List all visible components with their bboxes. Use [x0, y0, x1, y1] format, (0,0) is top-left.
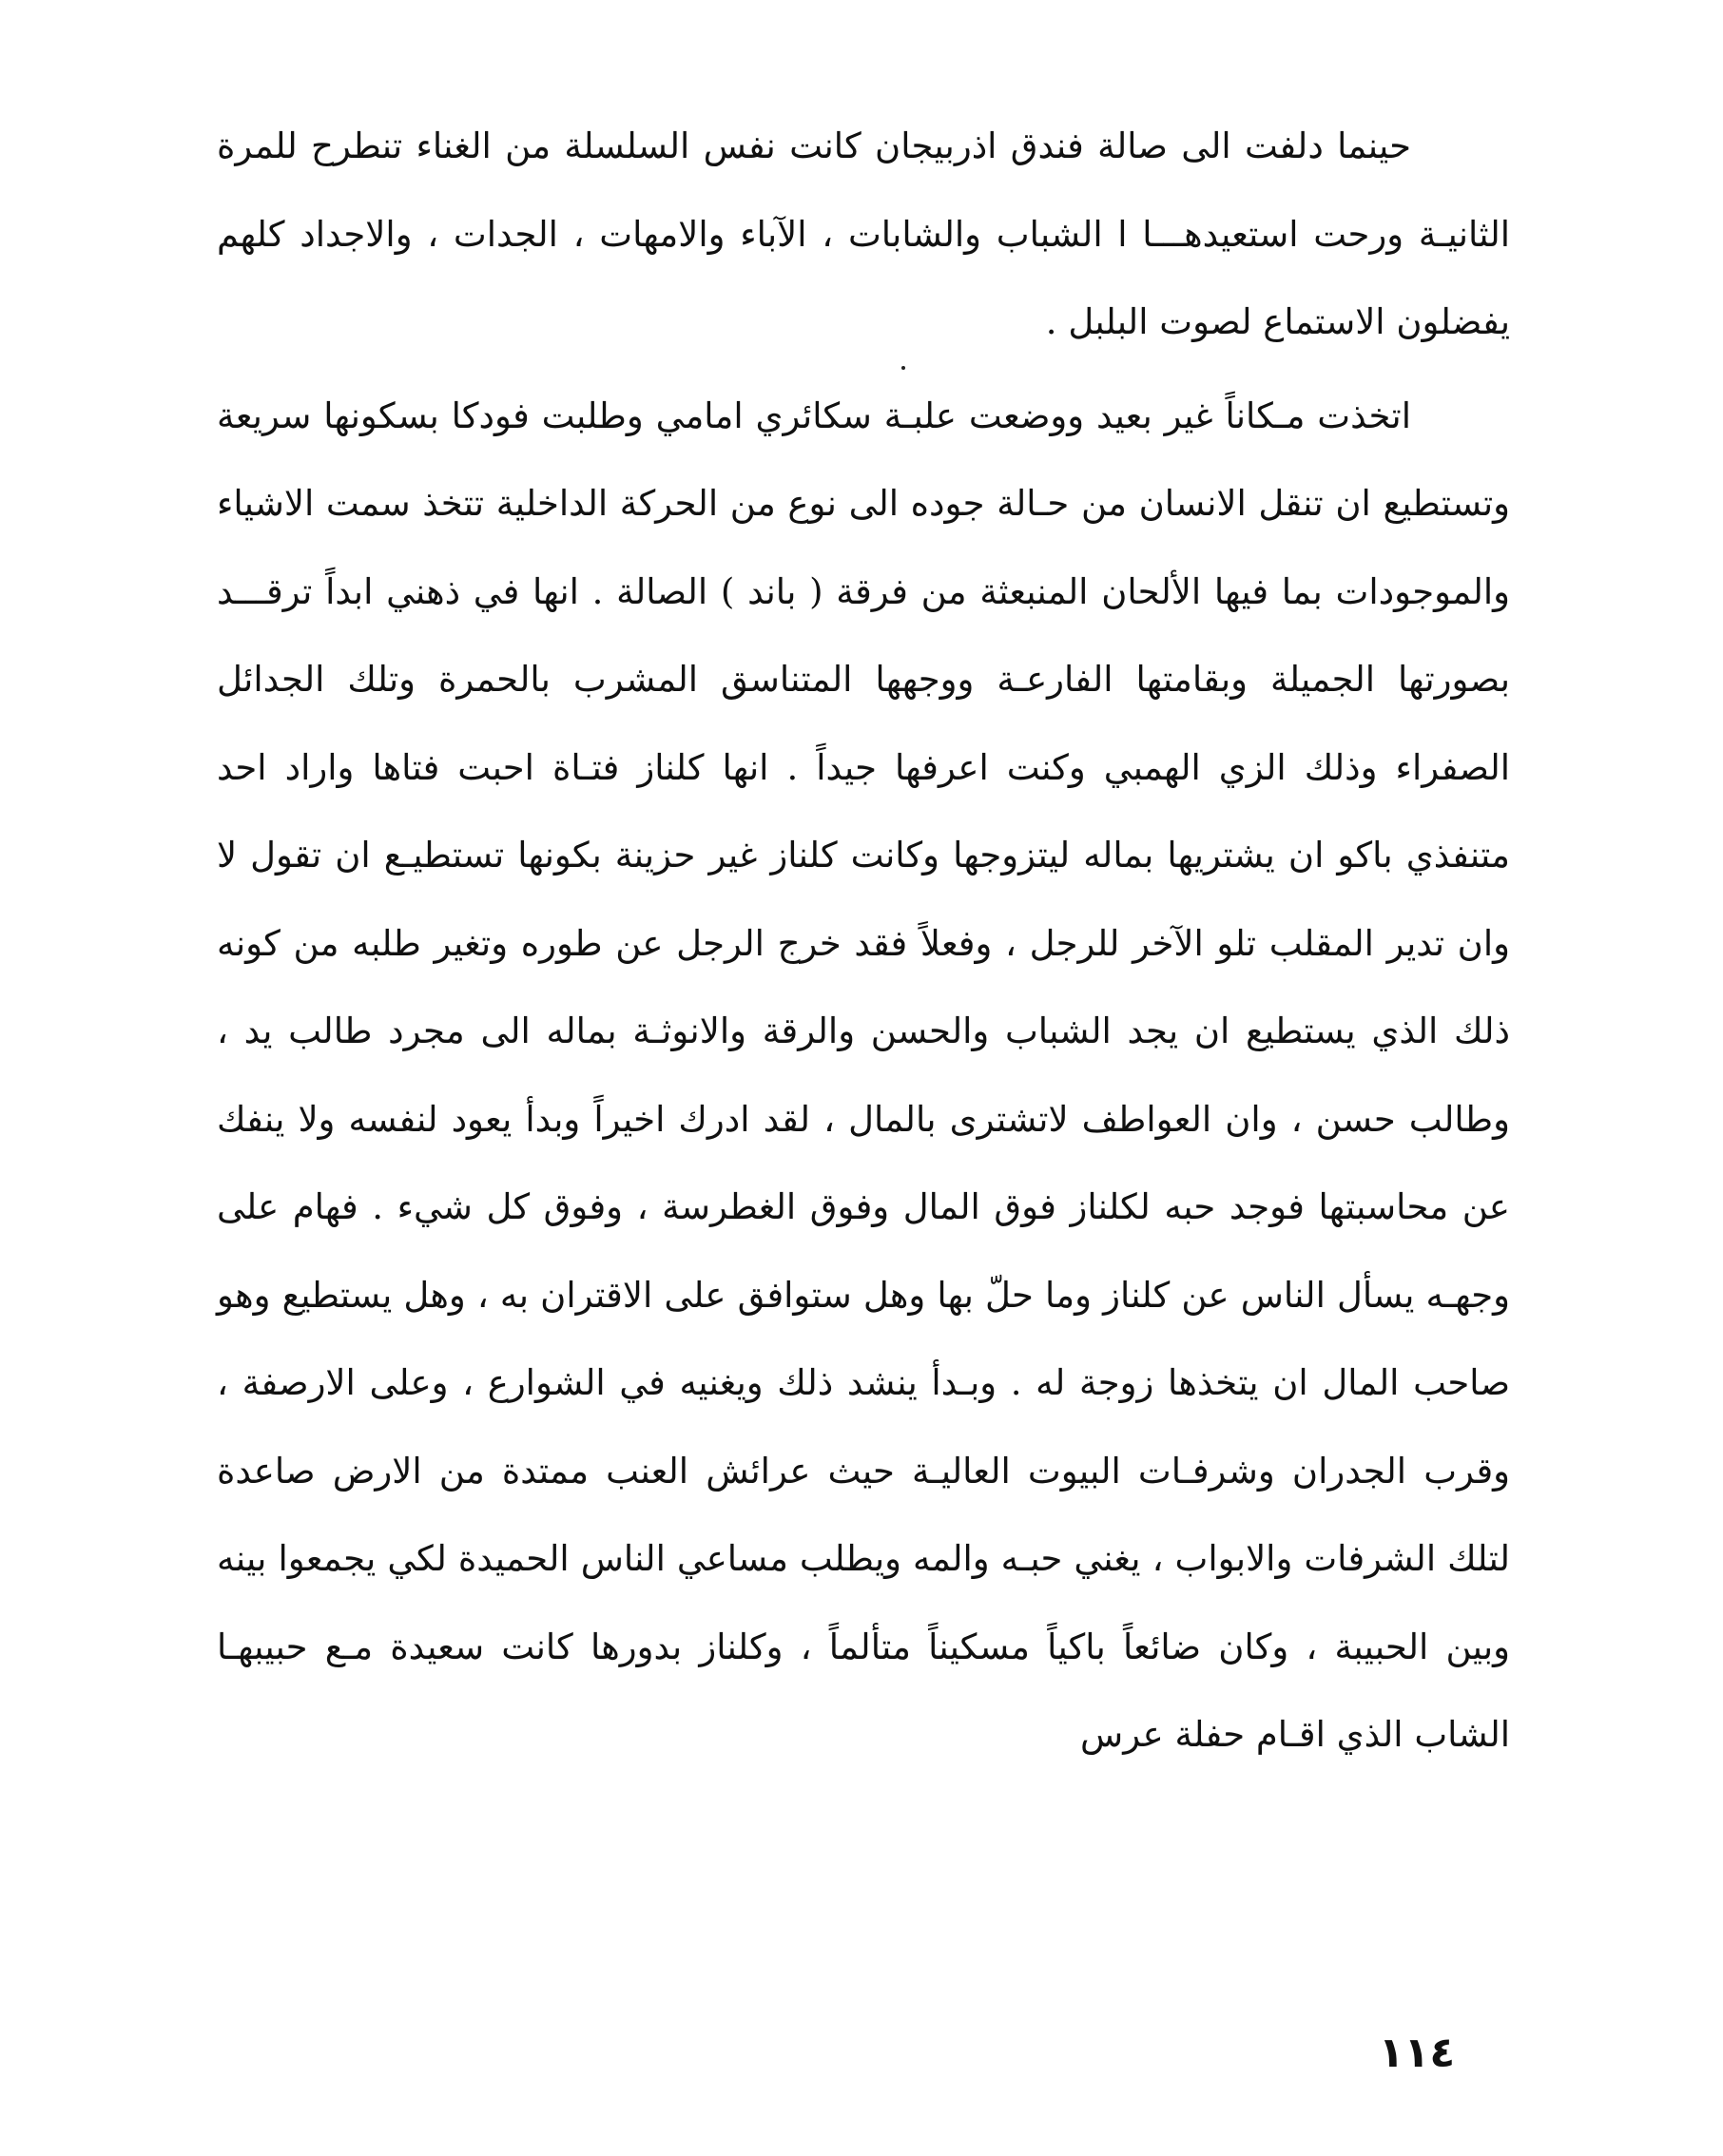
page-number: ١١٤ [1378, 2029, 1456, 2077]
stray-ink-dot [901, 366, 905, 370]
paragraph-2: اتخذت مـكاناً غير بعيد ووضعت علبـة سكائري امامي وطلبت فودكا بسكونها سريعة وتستطيع ان تنقل الانسان من حـالة جوده الى نوع من الحركة الداخلية تتخذ سمت الاشياء والموجودات بما فيها الألحان المنبعثة من فرقة ( باند ) الصالة . انها في ذهني ابداً ترقـــد بصورتها الجميلة وبقامتها الفارعـة ووجهها المتناسق المشرب بالحمرة وتلك الجدائل الصفراء وذلك الزي الهمبي وكنت اعرفها جيداً . انها كلناز فتـاة احبت فتاها واراد احد متنفذي باكو ان يشتريها بماله ليتزوجها وكانت كلناز غير حزينة بكونها تستطيـع ان تقول لا وان تدير المقلب تلو الآخر للرجل ، وفعلاً فقد خرج الرجل عن طوره وتغير طلبه من كونه ذلك الذي يستطيع ان يجد الشباب والحسن والرقة والانوثـة بماله الى مجرد طالب يد ، وطالب حسن ، وان العواطف لاتشترى بالمال ، لقد ادرك اخيراً وبدأ يعود لنفسه ولا ينفك عن محاسبتها فوجد حبه لكلناز فوق المال وفوق الغطرسة ، وفوق كل شيء . فهام على وجهـه يسأل الناس عن كلناز وما حلّ بها وهل ستوافق على الاقتران به ، وهل يستطيع وهو صاحب المال ان يتخذها زوجة له . وبـدأ ينشد ذلك ويغنيه في الشوارع ، وعلى الارصفة ، وقرب الجدران وشرفـات البيوت العاليـة حيث عرائش العنب ممتدة من الارض صاعدة لتلك الشرفات والابواب ، يغني حبـه والمه ويطلب مساعي الناس الحميدة لكي يجمعوا بينه وبين الحبيبة ، وكان ضائعاً باكياً مسكيناً متألماً ، وكلناز بدورها كانت سعيدة مـع حبيبهـا الشاب الذي اقـام حفلة عرس [217, 395, 1510, 1755]
body-text [217, 103, 1510, 1780]
paragraph-1: حينما دلفت الى صالة فندق اذربيجان كانت نفس السلسلة من الغناء تنطرح للمرة الثانيـة ورحت استعيدهـــا ا الشباب والشابات ، الآباء والامهات ، الجدات ، والاجداد كلهم يفضلون الاستماع لصوت البلبل . [217, 125, 1510, 342]
